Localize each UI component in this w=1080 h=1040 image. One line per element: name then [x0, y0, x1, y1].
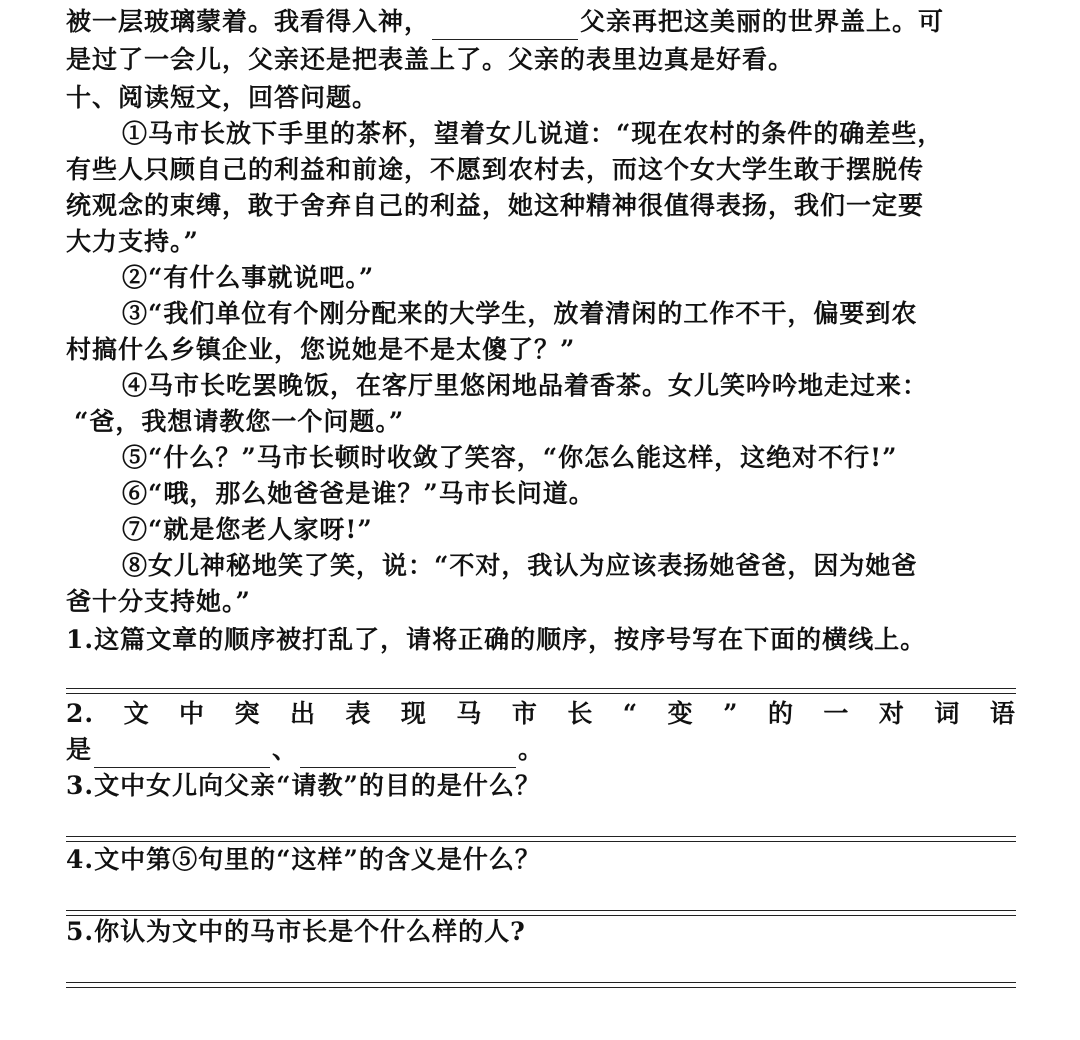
passage-line: ⑤“什么？”马市长顿时收敛了笑容，“你怎么能这样，这绝对不行!” [122, 443, 898, 472]
question-4: 4.文中第⑤句里的“这样”的含义是什么？ [66, 845, 541, 874]
q2-char: 出 [289, 699, 316, 728]
question-1: 1.这篇文章的顺序被打乱了，请将正确的顺序，按序号写在下面的横线上。 [66, 625, 927, 654]
top-line-1-before: 被一层玻璃蒙着。我看得入神， [66, 7, 431, 36]
q2-end: 。 [518, 735, 545, 764]
passage-line: ②“有什么事就说吧。” [122, 263, 375, 292]
passage-line: ⑧女儿神秘地笑了笑，说：“不对，我认为应该表扬她爸爸，因为她爸 [122, 551, 918, 580]
passage-line: 大力支持。” [66, 227, 199, 256]
q2-char: 表 [345, 699, 372, 728]
q2-char: 变 [667, 699, 694, 728]
question-2-line-1 [66, 696, 1016, 732]
q2-char: 中 [179, 699, 206, 728]
q2-char: 文 [123, 699, 150, 728]
fill-blank-top[interactable] [432, 11, 578, 40]
passage-line: 爸十分支持她。” [66, 587, 251, 616]
question-5: 5.你认为文中的马市长是个什么样的人? [66, 917, 526, 946]
question-2-line-2 [66, 732, 1016, 768]
fill-blank-q2-b[interactable] [300, 739, 516, 768]
passage-line: ③“我们单位有个刚分配来的大学生，放着清闲的工作不干，偏要到农 [122, 299, 918, 328]
q2-separator: 、 [272, 735, 299, 764]
passage-line: 统观念的束缚，敢于舍弃自己的利益，她这种精神很值得表扬，我们一定要 [66, 191, 925, 220]
q2-char: 一 [823, 699, 850, 728]
top-line-2: 是过了一会儿，父亲还是把表盖上了。父亲的表里边真是好看。 [66, 45, 795, 74]
q2-char: 词 [934, 699, 961, 728]
passage-line: ④马市长吃罢晚饭，在客厅里悠闲地品着香茶。女儿笑吟吟地走过来： [122, 371, 929, 400]
passage-line: “爸，我想请教您一个问题。” [74, 407, 405, 436]
question-3: 3.文中女儿向父亲“请教”的目的是什么？ [66, 771, 541, 800]
q2-char: 对 [878, 699, 905, 728]
q2-line2-start: 是 [66, 735, 93, 764]
answer-line-q5[interactable] [66, 982, 1016, 988]
q2-char: 语 [989, 699, 1016, 728]
passage-line: ⑥“哦，那么她爸爸是谁？”马市长问道。 [122, 479, 595, 508]
q2-char: ” [723, 699, 739, 728]
fill-blank-q2-a[interactable] [94, 739, 270, 768]
answer-line-q1[interactable] [66, 688, 1016, 694]
passage-line: ①马市长放下手里的茶杯，望着女儿说道：“现在农村的条件的确差些， [122, 119, 944, 148]
q2-char: 马 [456, 699, 483, 728]
q2-char: 长 [567, 699, 594, 728]
q2-char: 2. [66, 699, 95, 728]
passage-line: 有些人只顾自己的利益和前途，不愿到农村去，而这个女大学生敢于摆脱传 [66, 155, 925, 184]
passage-line: ⑦“就是您老人家呀!” [122, 515, 373, 544]
top-line-1-after: 父亲再把这美丽的世界盖上。可 [580, 7, 945, 36]
passage-line: 村搞什么乡镇企业，您说她是不是太傻了？” [66, 335, 576, 364]
q2-char: 突 [234, 699, 261, 728]
section-heading: 十、阅读短文，回答问题。 [66, 83, 379, 112]
top-line-1 [66, 4, 1016, 40]
q2-char: 的 [767, 699, 794, 728]
q2-char: 市 [511, 699, 538, 728]
q2-char: “ [622, 699, 639, 728]
q2-char: 现 [400, 699, 427, 728]
